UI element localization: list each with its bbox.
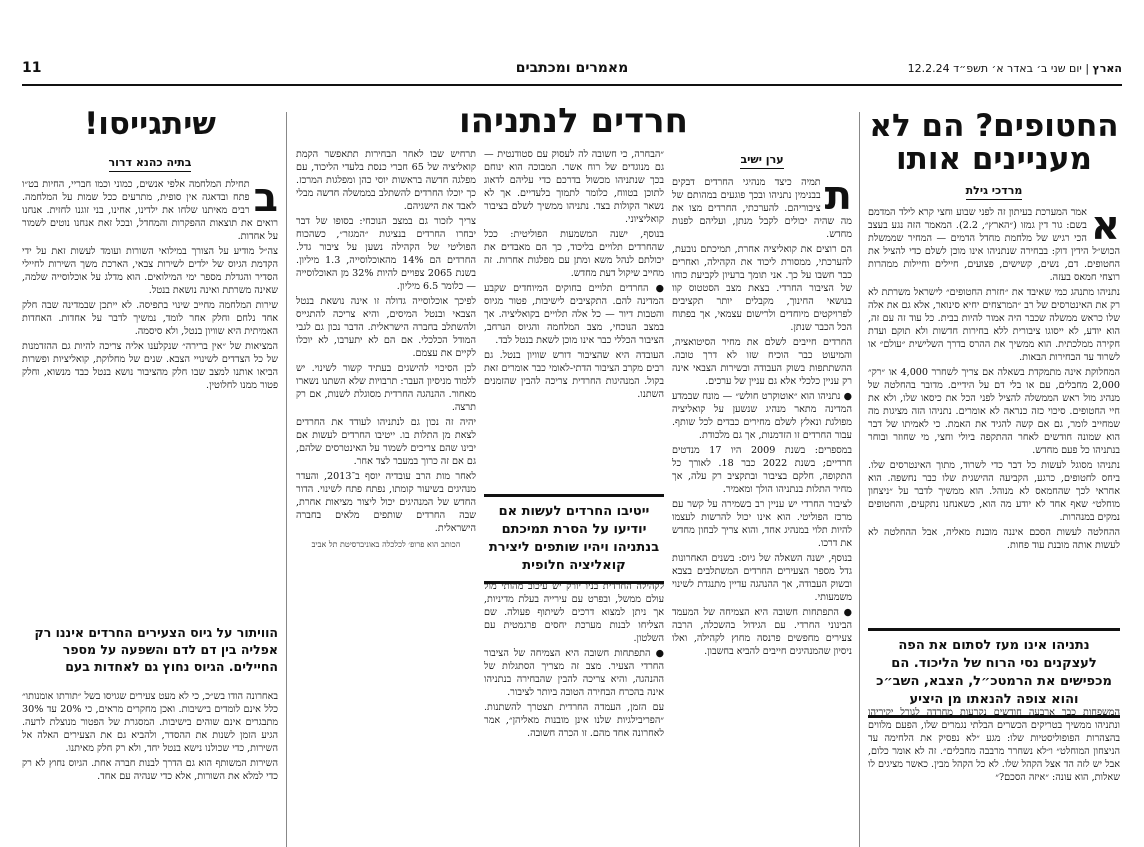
page-number: 11 xyxy=(22,60,42,76)
article-body-right xyxy=(868,206,1120,626)
masthead-rule xyxy=(22,84,1122,86)
paragraph: במספרים: בשנת 2009 היו 17 מנדטים חרדיים; בשנת 2022 כבר 18. לאורך כל התקופה, חלקם בציבור ובתקציב רק עלה, אך מחיר התלות בנתניהו הולך ומאמיר. xyxy=(672,445,852,495)
middle-col2-paragraphs xyxy=(484,148,664,401)
article-middle-col1 xyxy=(672,176,852,847)
article-body-left-after xyxy=(22,690,278,847)
section-title: מאמרים ומכתבים xyxy=(515,60,629,76)
paragraph: ההחלטה לעשות הסכם איננה מובנת מאליה, אבל ההחלטה לא לעשות אותה מובנת עוד פחות. xyxy=(868,527,1120,551)
paragraph: תרחיש שבו לאחר הבחירות תתאפשר הקמת קואליציה של 65 חברי כנסת בלעדי הליכוד, עם מפלגה חדשה בראשות יוסי כהן ומפלגות המרכז. כך יוכלו החרדים להשתלב בממשלה חדשה מבלי לאבד את הישגיהם. xyxy=(296,149,476,212)
article-middle-col2-after xyxy=(484,580,664,847)
paragraph: ● החרדים תלויים בחוקים המיוחדים שקבע המדינה להם. התקציבים לישיבות, פטור מגיוס והטבות דיור — כל אלה תלויים בקואליציה. אך במצב הנוכחי, מצב המלחמה והגיוס הנרחב, הציבור הכללי כבר אינו מוכן לשאת בנטל לבד. xyxy=(484,283,664,346)
paragraph: המחלוקת אינה מתמקדת בשאלה אם צריך לשחרר 4,000 או ״רק״ 2,000 מחבלים, עם או בלי דם על הידיים. מדובר בהחלטה של מנהיג מול ראש הממשלה להציל לפני הכל את כיסאו שלו, ולא את חיי החטופים. סיכוי כזה כנראה לא אומרים. נתניהו הזה מציגות מה שמחייב לומר, גם אם קשה להגיד את האמת. כי לאמיתו של דבר הוא שמונה חודשים לאחר ההתקפה ביולי וחצי, מי שחוזר ובוחר בנתניהו כל פעם מחדש. xyxy=(868,367,1120,456)
article-middle-col3 xyxy=(296,148,476,847)
paragraph: המשפחות כבר ארבעה חודשים נקרעות מחרדה לגורל יקיריהן ונתניהו ממשיך בטריקים הכשרים הבלתי נגמרים שלו, הפעם מלווים בהצהרות הפופוליסטיות שלו: מגע ״לא נפסיק את הלחימה עד הניצחון המוחלט״ ו״לא נשחרר מרבבה מחבלים״. זה לא אומר כלום, אבל יש לזה הד אצל הקהל שלו. לא כל הקהל מבין. כאשר מציגים לו שאלות, הוא עונה: ״איזה הסכם?״ xyxy=(868,707,1120,783)
middle-col2-after-paragraphs xyxy=(484,580,664,740)
masthead xyxy=(22,58,1122,82)
author-middle: ערן ישיב xyxy=(740,153,783,169)
paragraph: ● התפתחות חשובה היא הצמיחה של הציבור החרדי הצעיר. מצב זה מצריך הסתגלות של ההנהגה, והיא צריכה להבין שהבחירה בנתניהו אינה בהכרח הבחירה הטובה ביותר לציבור. xyxy=(484,648,664,698)
paragraph: ● התפתחות חשובה היא הצמיחה של המעמד הבינוני החרדי. עם הגידול בהשכלה, הרבה צעירים מחפשים פרנסה מחוץ לקהילה, ואלו ניסיון שהמנהיגים חייבים להביא בחשבון. xyxy=(672,607,852,657)
paragraph: העובדה היא שהציבור דורש שוויון בנטל. גם רבים מקרב הציבור הדתי-לאומי כבר אומרים זאת בקול. המנהיגות החרדית צריכה להבין שהזמנים השתנו. xyxy=(484,350,664,400)
byline-middle xyxy=(672,153,852,169)
paragraph: נתניהו מסוגל לעשות כל דבר כדי לשרוד, מתוך האינטרסים שלו. ביחס לחטופים, כרגע, הקביעה ההישגית שלו כבר נחשפה. הוא אחראי לכך שהחמאס לא מנוהל. הוא ממשיך לדבר על ״ניצחון מוחלט״ שאף אחד לא יודע מה הוא, כשאנחנו נתקעים, והחטופים נמקים במנהרות. xyxy=(868,460,1120,523)
paragraph: עם הזמן, העמדה החרדית תצטרך להשתנות. ״הפריבילגיות שלנו אינן מובנות מאליהן״, אמר לאחרונה אחד מהם. זו הכרה חשובה. xyxy=(484,702,664,739)
paper-name: הארץ xyxy=(1092,62,1122,75)
article-body-left xyxy=(22,178,278,618)
column-separator xyxy=(286,112,287,847)
pull-quote-left: הוויתור על גיוס הצעירים החרדים איננו רק אפליה בין דם לדם והשפעה על מספר החיילים. הגיוס נחוץ גם לאחדות בעם xyxy=(34,625,278,674)
column-separator xyxy=(859,112,860,847)
drop-cap: א xyxy=(1090,206,1120,249)
author-right: מרדכי גילת xyxy=(966,184,1023,200)
pull-quote-right: נתניהו אינו מעז לסתום את הפה לעצקנים נסי הרוח של הליכוד. הם מכפישים את הרמטכ״ל, הצבא, השב״כ והוא צופה להנאתו מן היציע xyxy=(868,628,1120,718)
paper-brand xyxy=(908,62,1122,75)
paragraph: ● נתניהו הוא ״אוטוקרט חולש״ — מונח שבמדע המדינה מתאר מנהיג שנשען על קואליציה מפולגת ונאלץ לשלם מחירים כבדים לכל שותף. עבור החרדים זו הזדמנות, אך גם מלכודת. xyxy=(672,391,852,441)
brand-separator: | xyxy=(1081,62,1090,75)
paragraph: המציאות של ״אין ברירה״ שנקלענו אליה צריכה להיות גם ההזדמנות של כל הצדדים לשינויי הצבא. שנים של מחלוקת, קואליציות ופשרות הביאו אותנו למצב שבו חלק מהציבור נושא בנטל כבד מנשוא, וחלק פטור ממנו לחלוטין. xyxy=(22,341,278,391)
paragraph: תחילת המלחמה אלפי אנשים, כמוני וכמו חבריי, החיות בט״ו פתח ובדאגה אין סופית, מתרעים ככל שמות על המלחמה. רבים מאיתנו שלחו את ילדינו, אחינו, בני זוגנו לחזית. אנחנו רואים את תוצאות ההפקרות והמחדל, ובכל זאת אנחנו נוטים לשמור על אחדות. xyxy=(22,179,278,242)
paragraph: שירות המלחמה מחייב שינוי בתפיסה. לא ייתכן שבמדינה שבה חלק אחד נלחם וחלק אחר לומד, נמשיך לדבר על אחדות. האחדות האמיתית היא שוויון בנטל, ולא סיסמה. xyxy=(22,300,278,337)
headline-right: החטופים? הם לא מעניינים אותו xyxy=(869,108,1119,177)
paragraph: לאחר מות הרב עובדיה יוסף ב־2013, והעדר מנהיגים בשיעור קומתו, נפתח פתח לשינוי. הדור החדש של המנהיגים יכול ליצור מציאות אחרת, שבה החרדים שותפים מלאים בחברה הישראלית. xyxy=(296,471,476,534)
author-left: בתיה כהנא דרור xyxy=(109,156,192,172)
paragraph: לכן הסיכוי להישגים בעתיד קשור לשינוי. יש ללמוד מניסיון העבר: תרבויות שלא השתנו נשארו מאחור. ההנהגה החרדית מסוגלת לשנות, אם רק תרצה. xyxy=(296,363,476,413)
drop-cap: ת xyxy=(824,176,852,219)
paragraph: לציבור החרדי יש עניין רב בשמירה על קשר עם מרכז הפוליטי. הוא אינו יכול להרשות לעצמו להיות תלוי במנהיג אחד, והוא צריך לבחון מחדש את דרכו. xyxy=(672,499,852,549)
left-paragraphs xyxy=(22,178,278,392)
paragraph: לקהילה החרדית בניו יורק יש עיכוב מהותי מול עולם ממשל, ובפרט עם עירייה בעלת מדיניות, אך ניתן למצוא דרכים לשיתוף פעולה. שם הצליחו לבנות מערכת יחסים פרגמטית עם השלטון. xyxy=(484,581,664,644)
paragraph: תמיה כיצד מנהיגי החרדים דבקים בבנימין נתניהו ובכך פוגעים במהותם של ציבוריהם. להערכתי, החרדים מצו את מה שהיה יכולים לקבל מנתן, ועליהם לפנות מחדש. xyxy=(672,177,852,240)
paragraph: ״הבחרה, כי חשובה לה לעסוק עם סטודנטית — גם מנוגדים של רוח אשר. המבוכה הוא ינוחם בכך שנתניהו מכשול בדרכם כדי עליהם לדאוג לתוכן בטווח, כלומר לתמוך בלעדיים. אך לא נשאר הקולות בצד. נתניהו ממשיך לשלם בציבור קואליציוני. xyxy=(484,149,664,225)
paragraph: בנוסף, ישנה המשמעות הפוליטית: ככל שהחרדים תלויים בליכוד, כך הם מאבדים את יכולתם לנהל משא ומתן עם מפלגות אחרות. זה מחייב שיקול דעת מחדש. xyxy=(484,229,664,279)
middle-col3-paragraphs xyxy=(296,148,476,535)
paragraph: בנוסף, ישנה השאלה של גיוס: בשנים האחרונות גדל מספר הצעירים החרדים המשתלבים בצבא ובשוק העבודה, אך ההנהגה עדיין מתנגדת לשינוי משמעותי. xyxy=(672,553,852,603)
paragraph: לפיכך אוכלוסייה גדולה זו אינה נושאת בנטל הצבאי ובנטל המיסים, והיא צריכה להתגייס ולהשתלב בחברה הישראלית. הדבר נכון גם לגבי המודל הכלכלי. אם הם לא יתערבו, לא יוכלו לקיים את עצמם. xyxy=(296,296,476,359)
left-paragraphs-after xyxy=(22,690,278,783)
right-paragraphs xyxy=(868,206,1120,552)
paragraph: החרדים חייבים לשלם את מחיר הסיטואציה, והמיעוט כבר הוכיח שזו לא דרך טובה. ההשתתפות בשוק העבודה ובשירות הצבאי אינה רק עניין כלכלי אלא גם עניין של ערכים. xyxy=(672,337,852,387)
paragraph: השירות המשותף הוא גם הדרך לבנות חברה אחת. הגיוס נחוץ לא רק כדי למלא את השורות, אלא כדי שנהיה עם אחד. xyxy=(22,758,278,782)
paragraph: נתניהו מתנהג כמי שאיבד את ״חזרת החטופים״ לישראל משרתת לא רק את האינטרסים של רב ״המרצחים יחיא סינואר, אלא גם את אלה שלו כראש ממשלה שכבר היה אמור להיות בבית. כל עוד זה עם זה, הוא יודע, לא ייסוגו ציבורית ללא בחירות חדשות ולא תוקם ועדת חקירה ממלכתית. הוא ממשיך את ההרס בדרך השלישית ״עולם״ או לשרוד עד הבחירות הבאות. xyxy=(868,287,1120,363)
drop-cap: ב xyxy=(253,178,278,221)
paragraph: באחרונה הודו בש״כ, כי לא מעט צעירים שגויסו בשל ״תורתו אומנותו״ כלל אינם לומדים בישיבות. ואכן מחקרים מראים, כי 20% עד 30% מתבגרים אינם שוהים בישיבות. המסגרת של הפטור מנוצלת לרעה. הגיע הזמן לשנות את ההסדר, ולהביא גם את הצעירים האלה אל השירות, כדי שכולנו נישא בנטל יחד, ולא רק חלק מאיתנו. xyxy=(22,691,278,754)
author-credit: הכותב הוא פרופ׳ לכלכלה באוניברסיטת תל אביב xyxy=(311,540,461,549)
paragraph: צה״ל מודיע על הצורך במילואי השורות ועומד לעשות זאת על ידי הקדמת הגיוס של ילדים לשירות צבאי, הארכת משך השירות לחיילי הסדיר והגדלת מספר ימי המילואים. הוא מדלג על אוכלוסייה שלמה, שאינה משרתת ואינה נושאת בנטל. xyxy=(22,246,278,296)
byline-left xyxy=(22,156,278,172)
headline-middle: חרדים לנתניהו xyxy=(459,101,688,141)
article-body-right-after xyxy=(868,706,1120,847)
paragraph: יהיה זה נכון גם לנתניהו לעודד את החרדים לצאת מן התלות בו. ייטיבו החרדים לעשות אם יבינו שהם צריכים לשמור על האינטרסים שלהם, גם אם זה כרוך במעבר לצד אחר. xyxy=(296,417,476,467)
middle-col1-paragraphs xyxy=(672,176,852,658)
pull-quote-middle: ייטיבו החרדים לעשות אם יודיעו על הסרת תמיכתם בנתניהו ויהיו שותפים ליצירת קואליציה חלופית xyxy=(484,494,664,584)
paragraph: אמר המערכת בעיתון זה לפני שבוע וחצי קרא לילד המדמם בשם: גור דין גמזו (״הארץ״, 2.2). המאמר הזה נגע בעצב הכי רגיש של מלחמת מחדל הדמים — המחיר שממשלת הכוש״ל הידין דוק: בבחירה שנתניהו אינו מוכן לשלם כדי להציל את החטופים. דם, נשים, קשישים, פצועים, חיילים וחיילות ממהרות רוצחי חמאס בעזה. xyxy=(868,207,1120,283)
issue-date: יום שני ב׳ באדר א׳ תשפ״ד 12.2.24 xyxy=(907,62,1082,75)
byline-right xyxy=(868,184,1120,200)
paragraph: צריך לזכור גם במצב הנוכחי: בסופו של דבר יבחרו החרדים בנציגות ״המגזר״, כשהכוח הפוליטי של הקהילה נשען על ציבור גדל. החרדים הם 14% מהאוכלוסייה, 1.3 מיליון. בשנת 2065 צפויים להיות 32% מן האוכלוסייה — כלומר 6.5 מיליון. xyxy=(296,216,476,292)
article-middle-col2 xyxy=(484,148,664,488)
headline-left: שיתגייסו! xyxy=(84,106,216,142)
paragraph: הם רוצים את קואליציה אחרת, תמיכתם נובעת, להערכתי, ממסורת ליכוד את הקהילה, ואחרים כבר חשבו על כך. אני תומך ברעיון לקביעת כוחו של הציבור החרדי. בצאת מצב הסטטוס קוו בנושאי החינוך, מקבלים יותר תקציבים לפרויקטים מיוחדים ולרישום עצמאי, אך בפתוח הכל הכבר שנתן. xyxy=(672,244,852,333)
right-paragraphs-after xyxy=(868,706,1120,784)
